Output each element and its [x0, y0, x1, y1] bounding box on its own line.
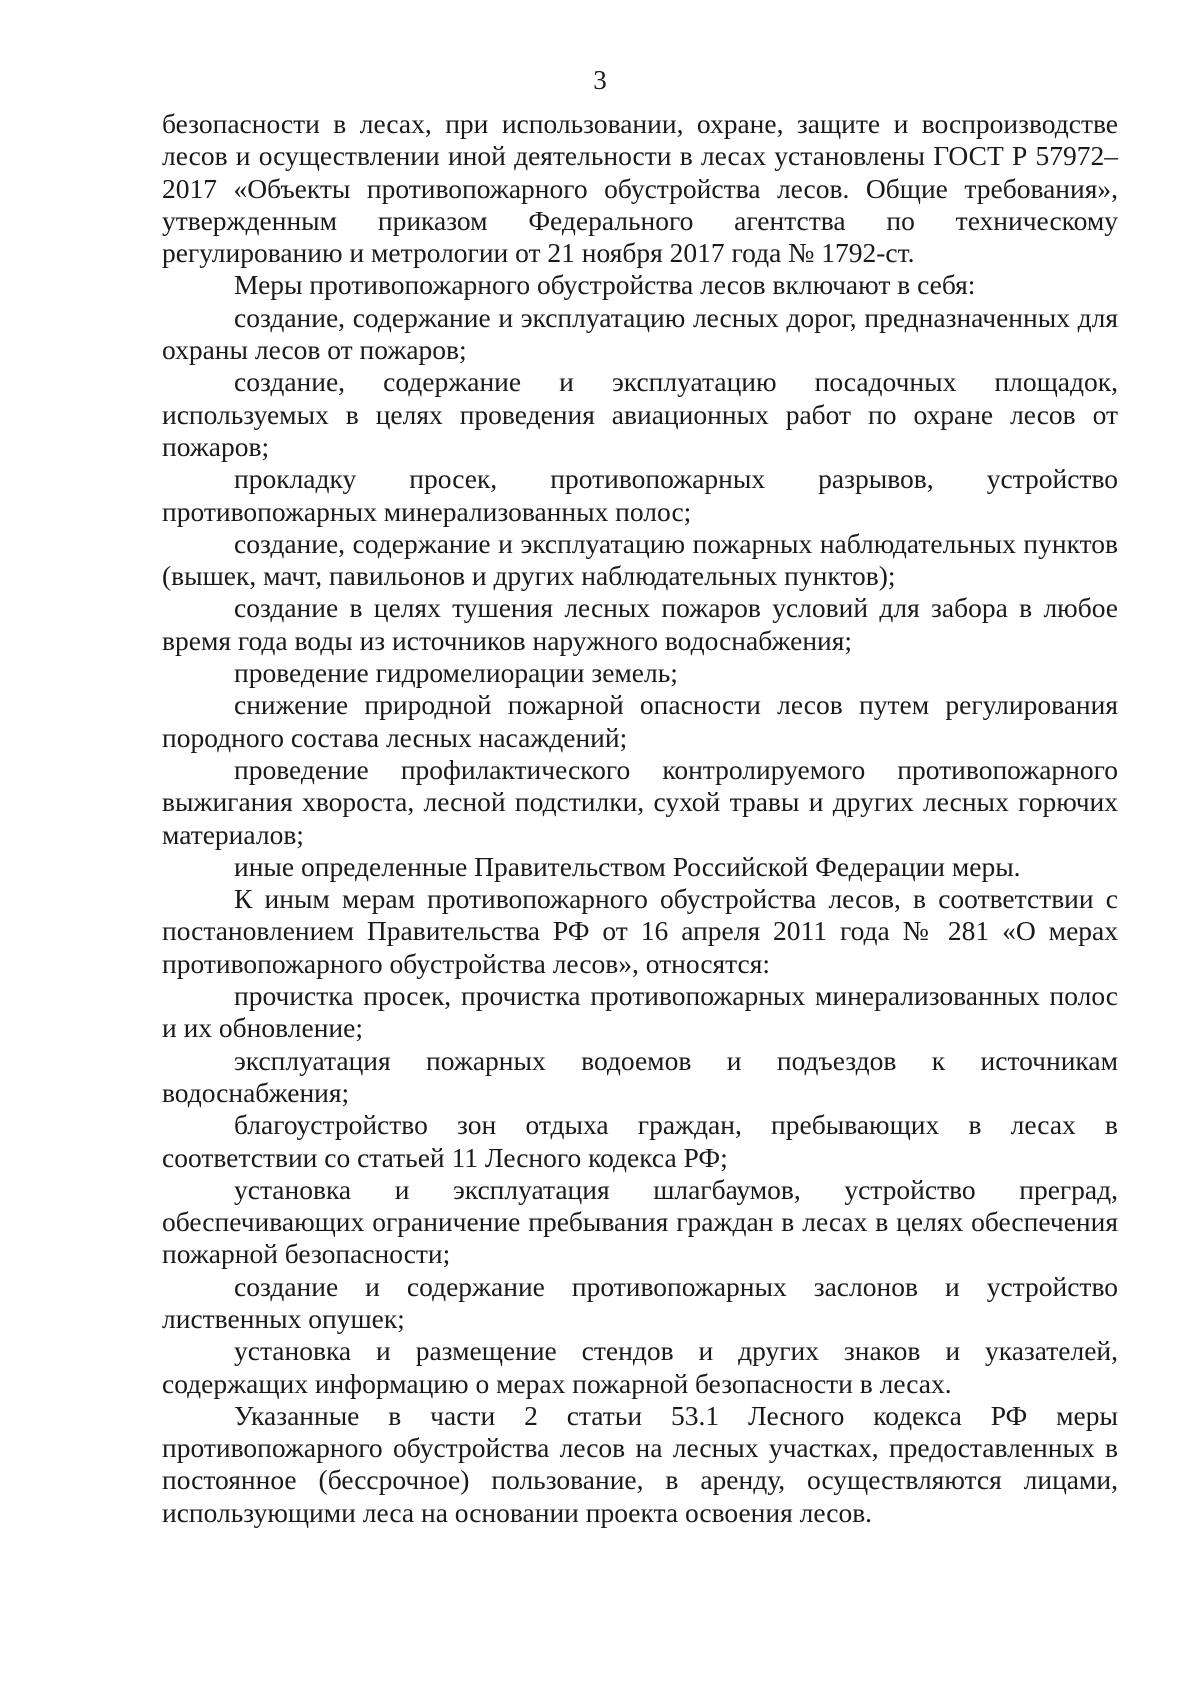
list-item-info-stands: установка и размещение стендов и других знаков и указателей, содержащих информацию о мерах пожарной безопасности в лесах. [162, 1335, 1118, 1399]
list-item-forest-roads: создание, содержание и эксплуатацию лесных дорог, предназначенных для охраны лесов от пожаров; [162, 301, 1118, 366]
paragraph-measures-intro: Меры противопожарного обустройства лесов включают в себя: [234, 269, 976, 301]
paragraph-forest-code-article: Указанные в части 2 статьи 53.1 Лесного кодекса РФ меры противопожарного обустройства лесов на лесных участках, предоставленных в постоянное (бессрочное) пользование, в аренду, осуществляются лицами, использующими леса на основании проекта освоения лесов. [162, 1399, 1118, 1528]
paragraph-gost-reference: безопасности в лесах, при использовании, охране, защите и воспроизводстве лесов и осуществлении иной деятельности в лесах установлены ГОСТ Р 57972–2017 «Объекты противопожарного обустройства лесов. Общие требования», утвержденным приказом Федерального агентства по техническому регулированию и метрологии от 21 ноября 2017 года № 1792-ст. [162, 108, 1118, 269]
list-item-landing-sites: создание, содержание и эксплуатацию посадочных площадок, используемых в целях проведения авиационных работ по охране лесов от пожаров; [162, 366, 1118, 462]
list-item-fire-screens: создание и содержание противопожарных заслонов и устройство лиственных опушек; [162, 1270, 1118, 1334]
list-item-observation-points: создание, содержание и эксплуатацию пожарных наблюдательных пунктов (вышек, мачт, павильонов и других наблюдательных пунктов); [162, 527, 1118, 592]
list-item-hydromelioration: проведение гидромелиорации земель; [234, 657, 678, 689]
list-item-clearing-maintenance: прочистка просек, прочистка противопожарных минерализованных полос и их обновление; [162, 980, 1118, 1044]
paragraph-other-measures-intro: К иным мерам противопожарного обустройства лесов, в соответствии с постановлением Правительства РФ от 16 апреля 2011 года № 281 «О мерах противопожарного обустройства лесов», относятся: [162, 883, 1118, 979]
list-item-clearings: прокладку просек, противопожарных разрывов, устройство противопожарных минерализованных полос; [162, 463, 1118, 527]
list-item-fire-hazard-reduction: снижение природной пожарной опасности лесов путем регулирования породного состава лесных насаждений; [162, 689, 1118, 753]
document-body [162, 108, 1118, 1529]
list-item-other-measures: иные определенные Правительством Российской Федерации меры. [234, 850, 1021, 882]
list-item-water-reservoirs: эксплуатация пожарных водоемов и подъездов к источникам водоснабжения; [162, 1044, 1118, 1108]
page-number: 3 [593, 65, 607, 95]
list-item-barriers: установка и эксплуатация шлагбаумов, устройство преград, обеспечивающих ограничение пребывания граждан в лесах в целях обеспечения пожарной безопасности; [162, 1173, 1118, 1270]
list-item-water-intake: создание в целях тушения лесных пожаров условий для забора в любое время года воды из источников наружного водоснабжения; [162, 592, 1118, 656]
list-item-controlled-burning: проведение профилактического контролируемого противопожарного выжигания хвороста, лесной подстилки, сухой травы и других лесных горючих материалов; [162, 753, 1118, 850]
list-item-recreation-zones: благоустройство зон отдыха граждан, пребывающих в лесах в соответствии со статьей 11 Лесного кодекса РФ; [162, 1109, 1118, 1173]
